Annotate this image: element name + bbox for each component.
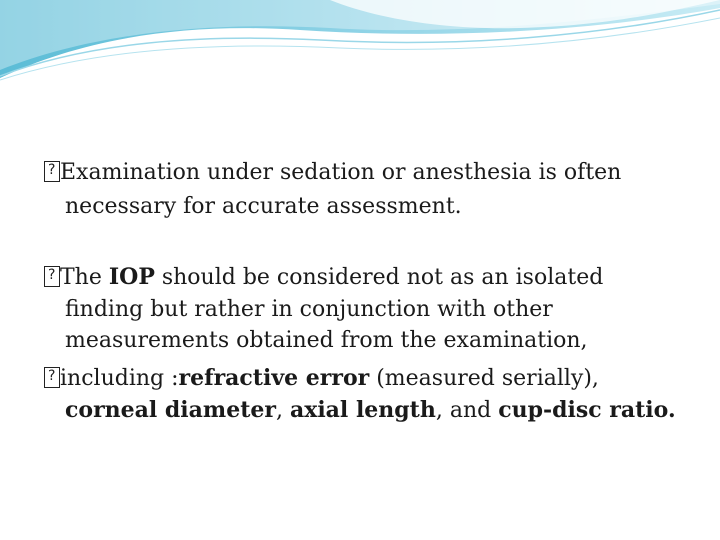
paragraph-3-line-2 xyxy=(65,399,676,422)
paragraph-2-text-1a: The xyxy=(60,265,109,290)
bullet-icon xyxy=(44,161,60,182)
paragraph-2-line-2 xyxy=(65,299,553,321)
paragraph-2-line-1 xyxy=(44,266,603,289)
separator-comma: , xyxy=(275,398,290,423)
paragraph-1-line-1 xyxy=(44,161,621,184)
paragraph-2-line-3 xyxy=(65,330,588,352)
paragraph-1-text-2: necessary for accurate assessment. xyxy=(65,194,462,219)
axial-length-term: axial length xyxy=(289,397,436,423)
paragraph-3-text-1c: (measured serially), xyxy=(369,366,599,391)
paragraph-1-text-1: Examination under sedation or anesthesia is often xyxy=(60,160,622,185)
separator-and: , and xyxy=(435,398,499,423)
paragraph-3-line-1 xyxy=(44,367,599,390)
cup-disc-ratio-term: cup-disc ratio. xyxy=(498,397,676,423)
paragraph-3-text-1a: including : xyxy=(60,366,179,391)
bullet-icon xyxy=(44,266,60,287)
corneal-diameter-term: corneal diameter xyxy=(65,397,276,423)
paragraph-2-text-2: finding but rather in conjunction with other xyxy=(65,297,553,322)
bullet-icon xyxy=(44,367,60,388)
refractive-error-term: refractive error xyxy=(178,365,370,391)
paragraph-2-text-3: measurements obtained from the examination, xyxy=(65,328,588,353)
paragraph-1-line-2 xyxy=(65,196,462,218)
paragraph-2-text-1c: should be considered not as an isolated xyxy=(154,265,604,290)
iop-term: IOP xyxy=(108,264,155,290)
